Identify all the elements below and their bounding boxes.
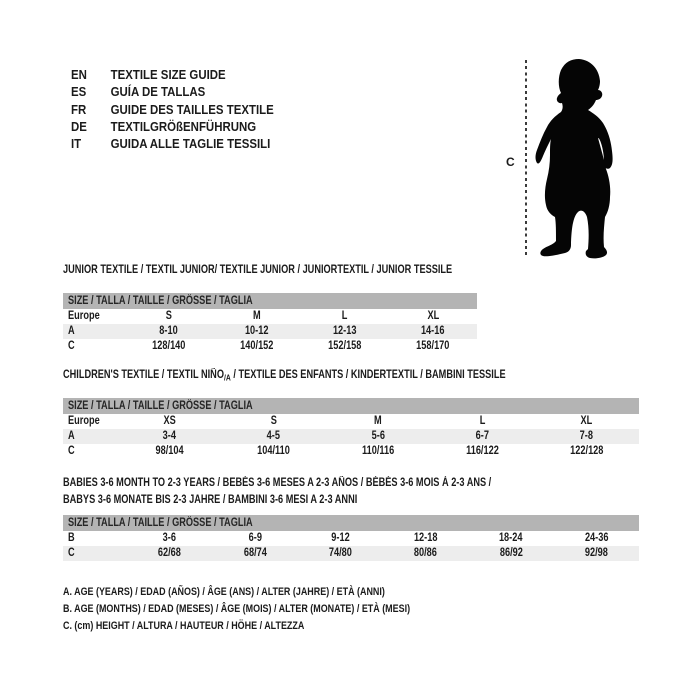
- measure-c-label: C: [506, 155, 515, 169]
- table-cell: 6-9: [248, 532, 262, 544]
- legend-note-c: C. (cm) HEIGHT / ALTURA / HAUTEUR / HÖHE / ALTEZZA: [63, 619, 305, 632]
- table-row: [63, 429, 639, 444]
- table-cell: L: [342, 310, 348, 322]
- table-cell: 122/128: [570, 445, 604, 457]
- table-row: [63, 309, 477, 324]
- language-row-it: [71, 135, 274, 152]
- table-row: [63, 546, 639, 561]
- table-cell: Europe: [68, 415, 100, 427]
- table-cell: M: [374, 415, 382, 427]
- table-cell: XL: [427, 310, 439, 322]
- table-cell: 62/68: [158, 547, 182, 559]
- language-label: GUIDE DES TAILLES TEXTILE: [110, 101, 274, 117]
- table-cell: 4-5: [266, 430, 281, 442]
- language-label: TEXTILGRÖßENFÜHRUNG: [110, 118, 257, 134]
- table-cell: C: [68, 340, 75, 352]
- language-code: FR: [71, 101, 87, 117]
- junior-size-table: [63, 293, 477, 354]
- table-cell: 7-8: [580, 430, 594, 442]
- table-cell: 8-10: [159, 325, 179, 337]
- table-cell: 92/98: [584, 547, 608, 559]
- size-header-band: SIZE / TALLA / TAILLE / GRÖSSE / TAGLIA: [63, 293, 477, 309]
- table-cell: S: [165, 310, 173, 322]
- language-code: DE: [71, 118, 87, 134]
- table-cell: 110/116: [361, 445, 395, 457]
- legend-notes: [63, 584, 497, 634]
- table-row: [63, 414, 639, 429]
- size-header-band: SIZE / TALLA / TAILLE / GRÖSSE / TAGLIA: [63, 515, 639, 531]
- table-cell: C: [68, 445, 75, 457]
- table-cell: 10-12: [245, 325, 269, 337]
- language-row-fr: [71, 101, 274, 118]
- language-row-en: [71, 66, 274, 83]
- table-cell: 140/152: [240, 340, 274, 352]
- table-cell: C: [68, 547, 75, 559]
- table-cell: XL: [580, 415, 593, 427]
- table-cell: M: [253, 310, 261, 322]
- table-cell: 9-12: [331, 532, 350, 544]
- table-cell: B: [68, 532, 75, 544]
- table-cell: 74/80: [328, 547, 352, 559]
- language-code: ES: [71, 84, 87, 100]
- table-cell: 80/86: [414, 547, 438, 559]
- table-cell: 86/92: [499, 547, 523, 559]
- legend-note-b: B. AGE (MONTHS) / EDAD (MESES) / ÂGE (MOIS) / ALTER (MONATE) / ETÀ (MESI): [63, 602, 411, 615]
- table-cell: 12-13: [333, 325, 357, 337]
- table-cell: XS: [163, 415, 176, 427]
- table-row: [63, 324, 477, 339]
- table-cell: 116/122: [465, 445, 499, 457]
- table-cell: 128/140: [152, 340, 186, 352]
- table-cell: L: [479, 415, 486, 427]
- nino-a-subscript: /A: [223, 372, 231, 383]
- table-cell: 14-16: [421, 325, 445, 337]
- language-label: TEXTILE SIZE GUIDE: [110, 67, 226, 82]
- table-cell: A: [68, 325, 75, 337]
- language-code: EN: [71, 67, 87, 82]
- language-label: GUÍA DE TALLAS: [110, 84, 206, 100]
- size-header-band: SIZE / TALLA / TAILLE / GRÖSSE / TAGLIA: [63, 398, 639, 414]
- language-row-es: [71, 83, 274, 100]
- table-row: [63, 531, 639, 546]
- table-cell: Europe: [68, 310, 100, 322]
- table-cell: A: [68, 430, 75, 442]
- table-cell: 152/158: [328, 340, 362, 352]
- toddler-silhouette-icon: [535, 57, 621, 259]
- children-section-title: CHILDREN'S TEXTILE / TEXTIL $NIÑO_{/A}$ / TEXTILE DES ENFANTS / KINDERTEXTIL / BAMBINI TESSILE: [63, 369, 506, 383]
- legend-note-a: A. AGE (YEARS) / EDAD (AÑOS) / ÂGE (ANS) / ALTER (JAHRE) / ETÀ (ANNI): [63, 586, 385, 598]
- table-cell: 6-7: [475, 430, 490, 442]
- language-label: GUIDA ALLE TAGLIE TESSILI: [110, 136, 271, 152]
- height-measure-dashed-line: [525, 60, 527, 258]
- table-cell: 98/104: [155, 445, 184, 457]
- babies-size-table: [63, 515, 639, 561]
- table-cell: S: [270, 415, 277, 427]
- language-code: IT: [71, 136, 82, 152]
- table-cell: 3-4: [162, 430, 176, 442]
- junior-section-title: JUNIOR TEXTILE / TEXTIL JUNIOR/ TEXTILE JUNIOR / JUNIORTEXTIL / JUNIOR TESSILE: [63, 264, 453, 276]
- table-cell: 24-36: [584, 532, 609, 544]
- table-cell: 12-18: [413, 532, 438, 544]
- table-row: [63, 444, 639, 459]
- table-cell: 158/170: [416, 340, 450, 352]
- table-cell: 18-24: [499, 532, 523, 544]
- table-cell: 3-6: [163, 532, 177, 544]
- table-cell: 104/110: [257, 445, 290, 457]
- language-list: [71, 66, 301, 152]
- babies-section-title: BABIES 3-6 MONTH TO 2-3 YEARS / BEBÉS 3-6 MESES A 2-3 AÑOS / BÉBÉS 3-6 MOIS À 2-3 ANS / BABYS 3-6 MONATE BIS 2-3 JAHRE / BAMBINI 3-6 MESI A 2-3 ANNI: [63, 477, 492, 506]
- table-row: [63, 339, 477, 354]
- table-cell: 5-6: [371, 430, 385, 442]
- table-cell: 68/74: [243, 547, 267, 559]
- children-size-table: [63, 398, 639, 459]
- language-row-de: [71, 118, 274, 135]
